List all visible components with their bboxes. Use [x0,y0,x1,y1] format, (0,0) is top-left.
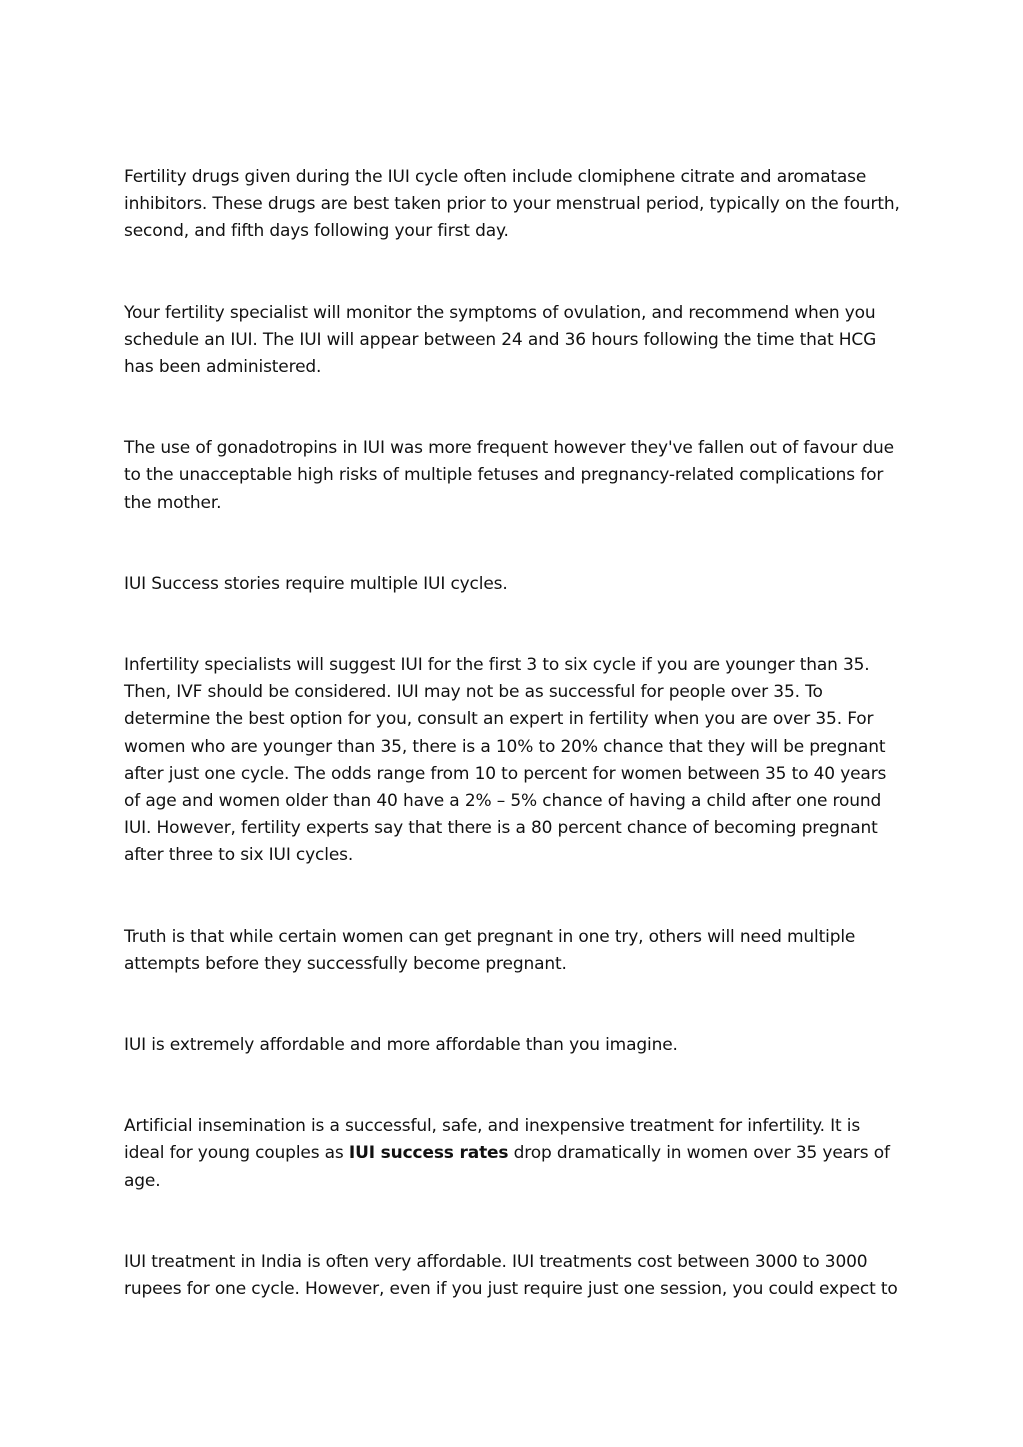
paragraph-age-success-rates: Infertility specialists will suggest IUI for the first 3 to six cycle if you are younger than 35. Then, IVF should be considered. IUI may not be as successful for people over 35. To determine the best option for you, consult an expert in fertility when you are over 35. For women who are younger than 35, there is a 10% to 20% chance that they will be pregnant after just one cycle. The odds range from 10 to percent for women between 35 to 40 years of age and women older than 40 have a 2% – 5% chance of having a child after one round IUI. However, fertility experts say that there is a 80 percent chance of becoming pregnant after three to six IUI cycles. [124,655,887,866]
paragraph-affordable: IUI is extremely affordable and more affordable than you imagine. [124,1035,678,1056]
paragraph-success-stories: IUI Success stories require multiple IUI cycles. [124,573,508,594]
bold-keyword: IUI success rates [348,1143,509,1164]
paragraph-text-segment: drop dramatically in women over 35 years of age. [124,1143,890,1191]
document-body [124,164,904,1303]
paragraph-text-segment: Artificial insemination is a successful, safe, and inexpensive treatment for infertility. It is ideal for young couples as [124,1116,861,1164]
paragraph-artificial-insemination [124,1113,904,1195]
paragraph-multiple-attempts: Truth is that while certain women can get pregnant in one try, others will need multiple attempts before they successfully become pregnant. [124,926,856,974]
paragraph-ovulation-monitoring: Your fertility specialist will monitor the symptoms of ovulation, and recommend when you schedule an IUI. The IUI will appear between 24 and 36 hours following the time that HCG has been administered. [124,302,877,378]
paragraph-gonadotropins: The use of gonadotropins in IUI was more frequent however they've fallen out of favour due to the unacceptable high risks of multiple fetuses and pregnancy-related complications for the mother. [124,438,894,513]
paragraph-cost-india: IUI treatment in India is often very affordable. IUI treatments cost between 3000 to 3000 rupees for one cycle. However, even if you just require just one session, you could expect to [124,1251,898,1300]
paragraph-fertility-drugs: Fertility drugs given during the IUI cycle often include clomiphene citrate and aromatase inhibitors. These drugs are best taken prior to your menstrual period, typically on the fourth, second, and fifth days following your first day. [124,167,900,242]
